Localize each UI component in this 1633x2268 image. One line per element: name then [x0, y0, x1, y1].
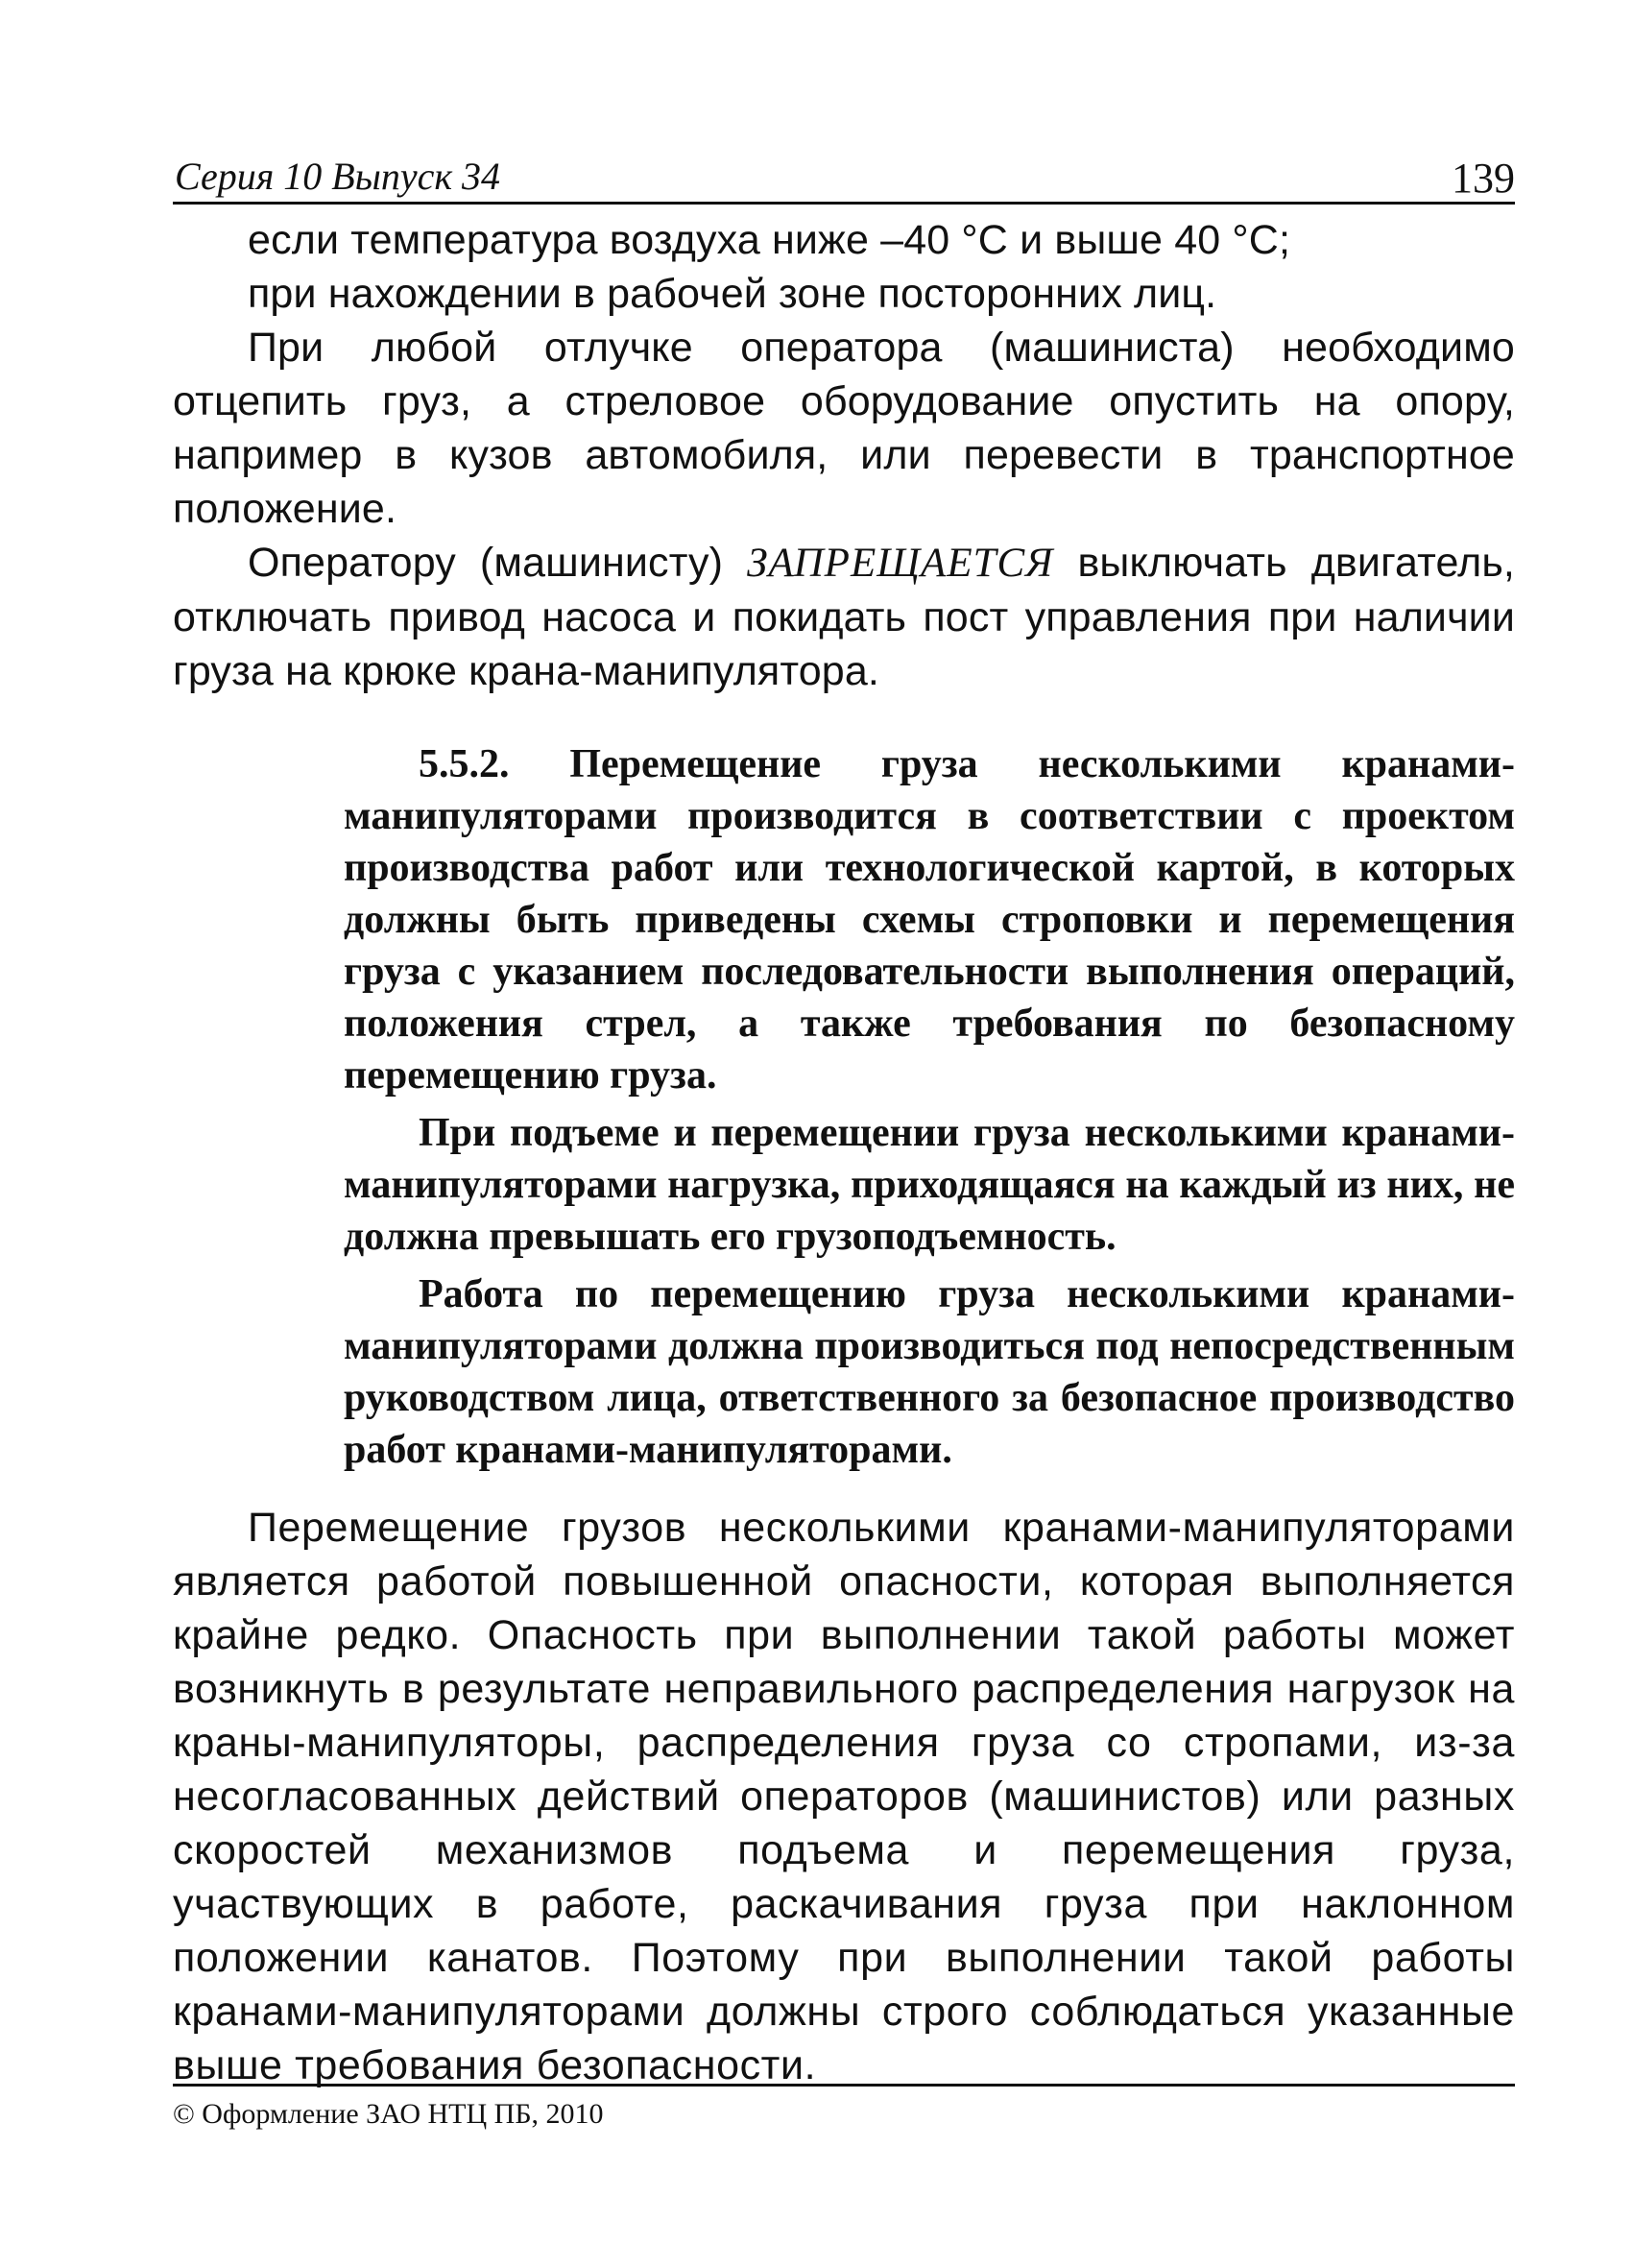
- page-header: [173, 146, 1515, 205]
- intro-line-2: при нахождении в рабочей зоне посторонних лиц.: [248, 271, 1217, 317]
- page-content: [173, 213, 1515, 2092]
- regulation-paragraph-1: 5.5.2. Перемещение груза несколькими кранами-манипуляторами производится в соответствии с проектом производства работ или технологической картой, в которых должны быть приведены схемы строповки и перемещения груза с указанием последовательности выполнения операций, положения стрел, а также требования по безопасному перемещению груза.: [344, 742, 1515, 1098]
- regulation-paragraph-3: Работа по перемещению груза несколькими кранами-манипуляторами должна производиться под непосредственным руководством лица, ответственного за безопасное производство работ кранами-манипуляторами.: [344, 1272, 1515, 1472]
- series-title: Серия 10 Выпуск 34: [175, 155, 501, 198]
- paragraph-lead-text: Оператору (машинисту): [248, 540, 748, 586]
- regulation-paragraph-2: При подъеме и перемещении груза несколькими кранами-манипуляторами нагрузка, приходящаяся на каждый из них, не должна превышать его грузоподъемность.: [344, 1111, 1515, 1259]
- intro-paragraph-1: При любой отлучке оператора (машиниста) необходимо отцепить груз, а стреловое оборудование опустить на опору, например в кузов автомобиля, или перевести в транспортное положение.: [173, 325, 1515, 532]
- paragraph-tail-text: выключать двигатель, отключать привод насоса и покидать пост управления при наличии груза на крюке крана-манипулятора.: [173, 540, 1515, 694]
- commentary-paragraph: Перемещение грузов несколькими кранами-манипуляторами является работой повышенной опасности, которая выполняется крайне редко. Опасность при выполнении такой работы может возникнуть в результате неправильного распределения нагрузок на краны-манипуляторы, распределения груза со стропами, из-за несогласованных действий операторов (машинистов) или разных скоростей механизмов подъема и перемещения груза, участвующих в работе, раскачивания груза при наклонном положении канатов. Поэтому при выполнении такой работы кранами-манипуляторами должны строго соблюдаться указанные выше требования безопасности.: [173, 1505, 1515, 2088]
- page-footer: [173, 2084, 1515, 2131]
- commentary-section: [173, 1501, 1515, 2092]
- intro-paragraph-2: [173, 536, 1515, 698]
- copyright-text: © Оформление ЗАО НТЦ ПБ, 2010: [173, 2098, 604, 2130]
- regulation-section: [344, 738, 1515, 1476]
- page-number: 139: [1452, 155, 1515, 202]
- intro-line-1: если температура воздуха ниже –40 °С и выше 40 °С;: [248, 217, 1291, 263]
- prohibition-emphasis: ЗАПРЕЩАЕТСЯ: [747, 541, 1054, 586]
